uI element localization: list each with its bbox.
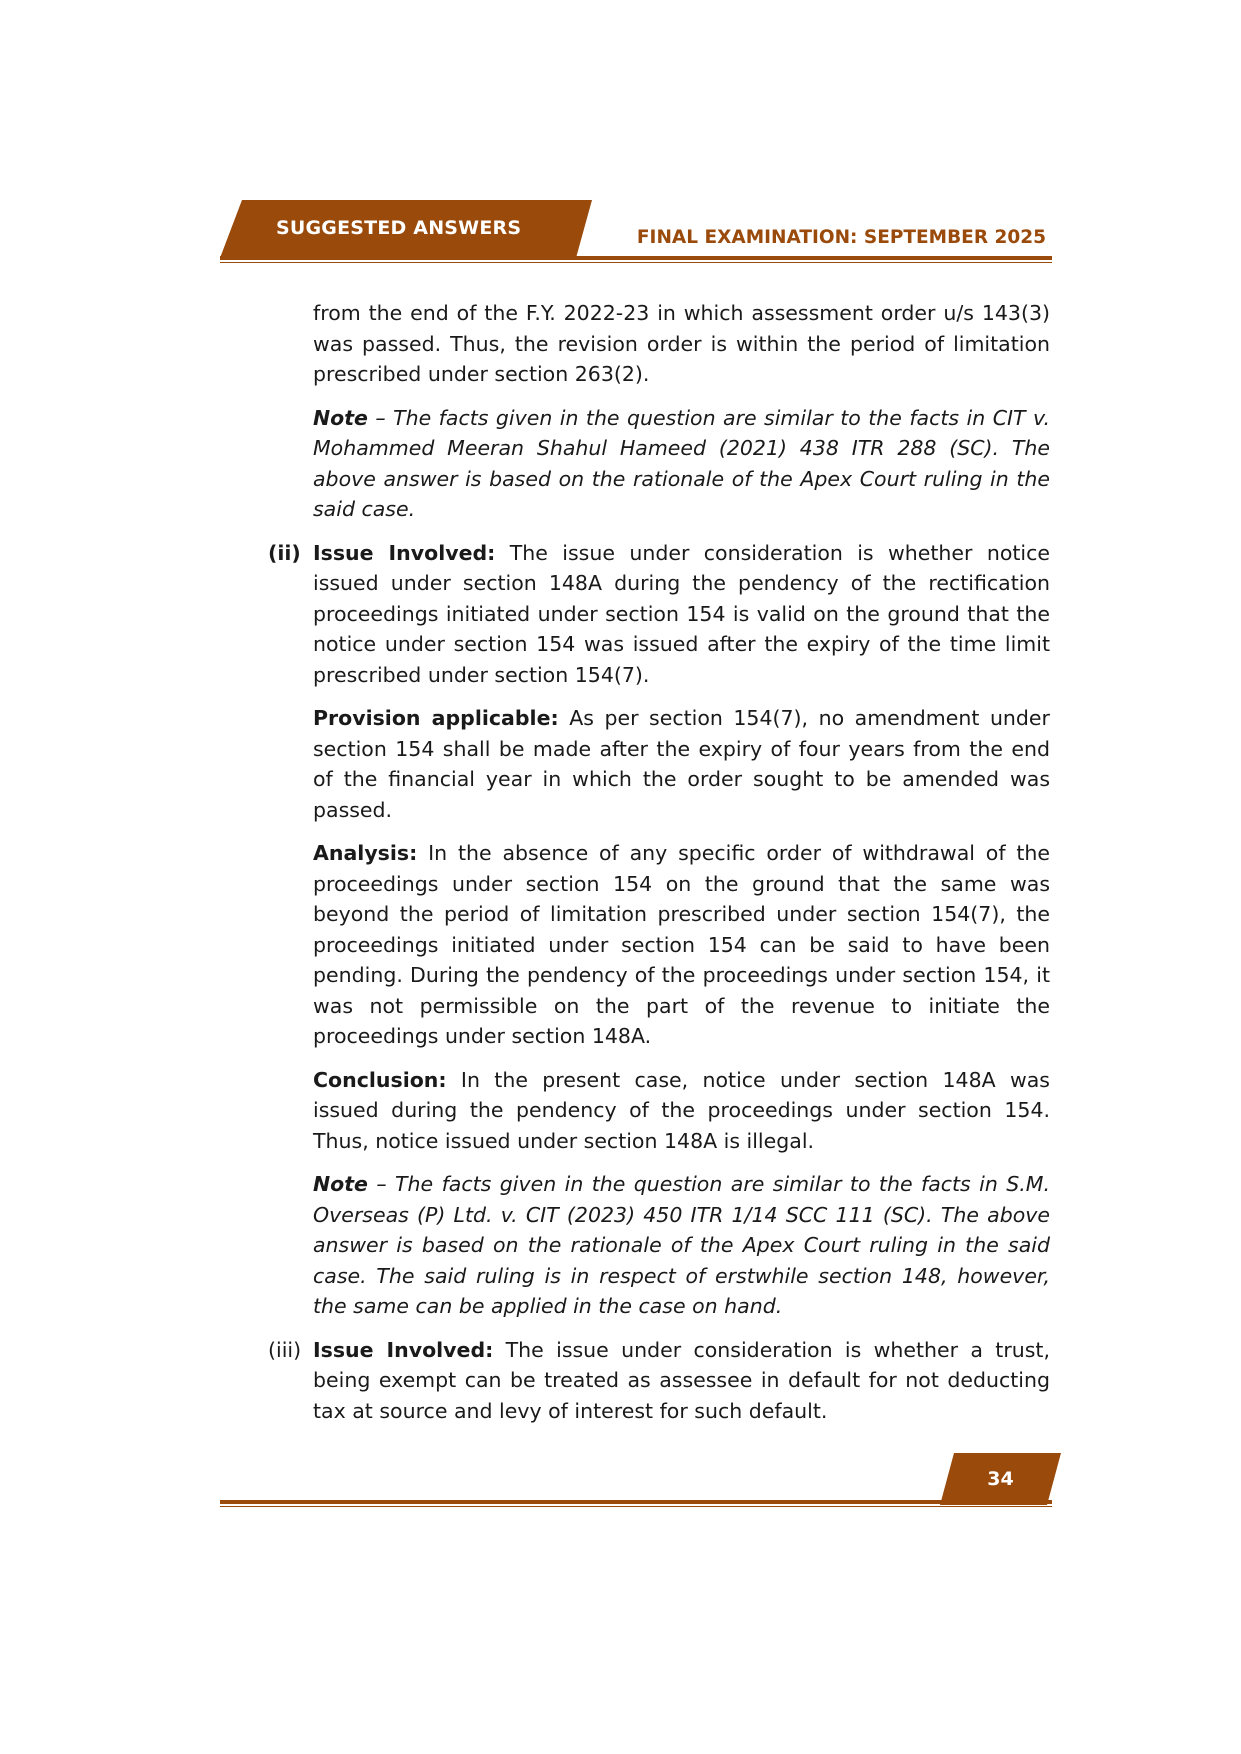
- analysis-text: In the absence of any specific order of withdrawal of the proceedings under section 154 on the ground that the same was beyond the period of limitation prescribed under section 154(7), the proceedings initiated under section 154 can be said to have been pending. During the pendency of the proceedings under section 154, it was not permissible on the part of the revenue to initiate the proceedings under section 148A.: [313, 841, 1050, 1048]
- footer-rule-thin: [220, 1506, 1052, 1507]
- issue-label: Issue Involved:: [313, 540, 496, 565]
- note-paragraph-1: [313, 403, 1050, 525]
- header-rule-thin: [220, 262, 1052, 263]
- continuation-text: from the end of the F.Y. 2022-23 in which assessment order u/s 143(3) was passed. Thus, the revision order is within the period of limitation prescribed under section 263(2).: [313, 301, 1050, 386]
- provision-text: As per section 154(7), no amendment under section 154 shall be made after the expiry of four years from the end of the financial year in which the order sought to be amended was passed.: [313, 706, 1050, 822]
- item-number: (ii): [268, 540, 301, 565]
- footer-rule: [220, 1500, 1052, 1504]
- issue-text: The issue under consideration is whether notice issued under section 148A during the pendency of the rectification proceedings initiated under section 154 is valid on the ground that the notice under section 154 was issued after the expiry of the time limit prescribed under section 154(7).: [313, 540, 1050, 687]
- exam-title: FINAL EXAMINATION: SEPTEMBER 2025: [636, 227, 1046, 248]
- issue-label: Issue Involved:: [313, 1337, 494, 1362]
- item-body: [313, 1335, 1050, 1427]
- item-number: (iii): [268, 1337, 302, 1362]
- page-number: 34: [987, 1468, 1014, 1490]
- note-text: – The facts given in the question are similar to the facts in S.M. Overseas (P) Ltd. v. CIT (2023) 450 ITR 1/14 SCC 111 (SC). The above answer is based on the rationale of the Apex Court ruling in the said case. The said ruling is in respect of erstwhile section 148, however, the same can be applied in the case on hand.: [313, 1172, 1050, 1318]
- continuation-paragraph: [313, 298, 1050, 390]
- provision-paragraph: [313, 703, 1050, 825]
- analysis-paragraph: [313, 838, 1050, 1052]
- item-body: [313, 538, 1050, 691]
- header-tab-label: SUGGESTED ANSWERS: [276, 217, 522, 239]
- conclusion-text: In the present case, notice under section 148A was issued during the pendency of the proceedings under section 154. Thus, notice issued under section 148A is illegal.: [313, 1067, 1050, 1153]
- answer-item-iii: [268, 1335, 1050, 1427]
- answer-item-ii: [268, 538, 1050, 691]
- conclusion-paragraph: [313, 1065, 1050, 1157]
- provision-label: Provision applicable:: [313, 706, 559, 730]
- issue-text: The issue under consideration is whether a trust, being exempt can be treated as assessee in default for not deducting tax at source and levy of interest for such default.: [313, 1337, 1050, 1423]
- header-rule: [220, 256, 1052, 260]
- note-text: – The facts given in the question are similar to the facts in CIT v. Mohammed Meeran Shahul Hameed (2021) 438 ITR 288 (SC). The above answer is based on the rationale of the Apex Court ruling in the said case.: [313, 405, 1050, 521]
- page-content: [268, 298, 1050, 1439]
- note-label: Note: [313, 405, 368, 430]
- analysis-label: Analysis:: [313, 841, 418, 865]
- note-label: Note: [313, 1172, 368, 1196]
- note-paragraph-2: [313, 1169, 1050, 1322]
- conclusion-label: Conclusion:: [313, 1067, 447, 1092]
